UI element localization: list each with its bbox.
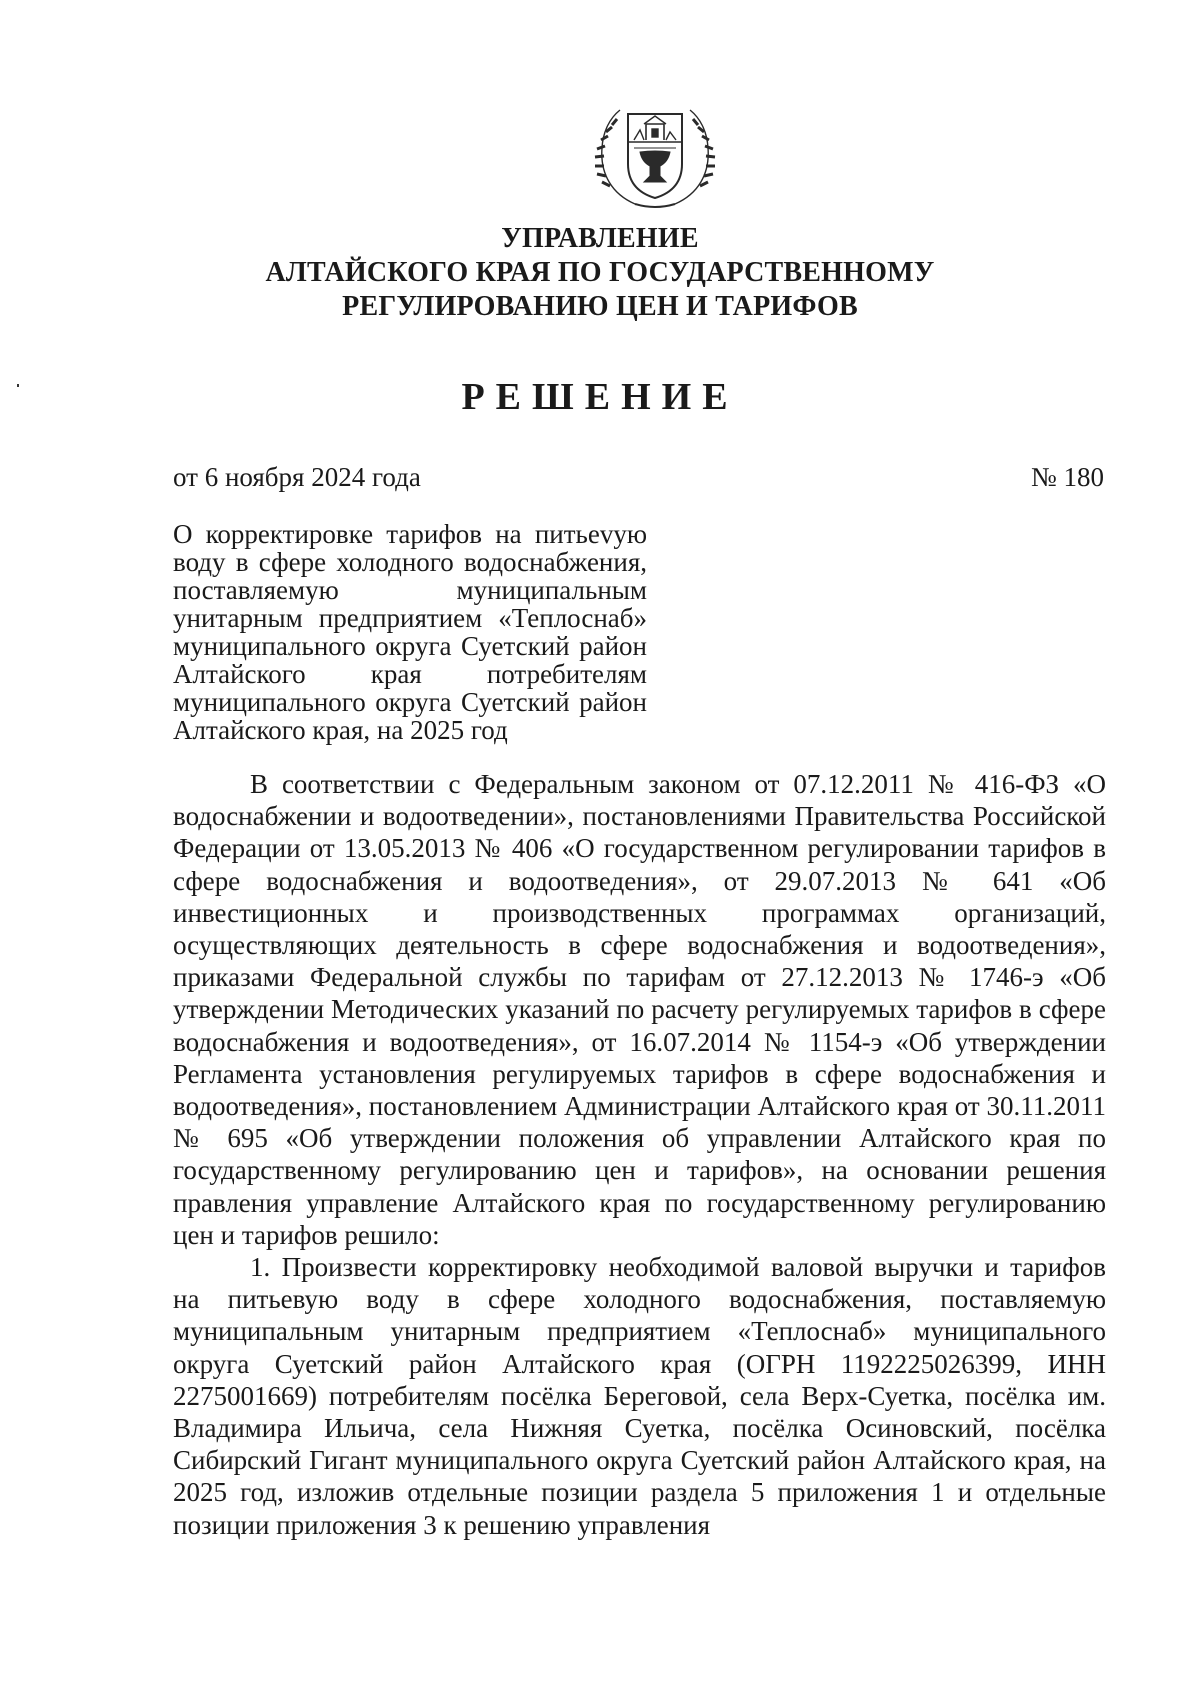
document-date: от 6 ноября 2024 года	[173, 462, 421, 492]
document-body	[173, 768, 1106, 1541]
authority-line-2: АЛТАЙСКОГО КРАЯ ПО ГОСУДАРСТВЕННОМУ	[265, 257, 935, 288]
document-type-title: РЕШЕНИЕ	[461, 376, 739, 418]
preamble-paragraph: В соответствии с Федеральным законом от 07.12.2011 № 416-ФЗ «О водоснабжении и водоотведении», постановлениями Правительства Российской Федерации от 13.05.2013 № 406 «О государственном регулировании тарифов в сфере водоснабжения и водоотведения», от 29.07.2013 № 641 «Об инвестиционных и производственных программах организаций, осуществляющих деятельность в сфере водоснабжения и водоотведения», приказами Федеральной службы по тарифам от 27.12.2013 № 1746-э «Об утверждении Методических указаний по расчету регулируемых тарифов в сфере водоснабжения и водоотведения», от 16.07.2014 № 1154-э «Об утверждении Регламента установления регулируемых тарифов в сфере водоснабжения и водоотведения», постановлением Администрации Алтайского края от 30.11.2011 № 695 «Об утверждении положения об управлении Алтайского края по государственному регулированию цен и тарифов», на основании решения правления управление Алтайского края по государственному регулированию цен и тарифов решило:	[173, 769, 1106, 1250]
document-number: № 180	[1030, 462, 1104, 492]
authority-line-3: РЕГУЛИРОВАНИЮ ЦЕН И ТАРИФОВ	[342, 291, 858, 322]
issuing-authority	[0, 222, 1200, 324]
authority-line-1: УПРАВЛЕНИЕ	[501, 223, 699, 254]
item-1-paragraph: 1. Произвести корректировку необходимой валовой выручки и тарифов на питьевую воду в сфере холодного водоснабжения, поставляемую муниципальным унитарным предприятием «Теплоснаб» муниципального округа Суетский район Алтайского края (ОГРН 1192225026399, ИНН 2275001669) потребителям посёлка Береговой, села Верх-Суетка, посёлка им. Владимира Ильича, села Нижняя Суетка, посёлка Осиновский, посёлка Сибирский Гигант муниципального округа Суетский район Алтайского края, на 2025 год, изложив отдельные позиции раздела 5 приложения 1 и отдельные позиции приложения 3 к решению управления	[173, 1252, 1106, 1540]
coat-of-arms-icon	[590, 86, 720, 216]
document-subject: О корректировке тарифов на питьеvую воду в сфере холодного водоснабжения, поставляемую муниципальным унитарным предприятием «Теплоснаб» муниципального округа Суетский район Алтайского края потребителям муниципального округа Суетский район Алтайского края, на 2025 год	[173, 519, 647, 745]
